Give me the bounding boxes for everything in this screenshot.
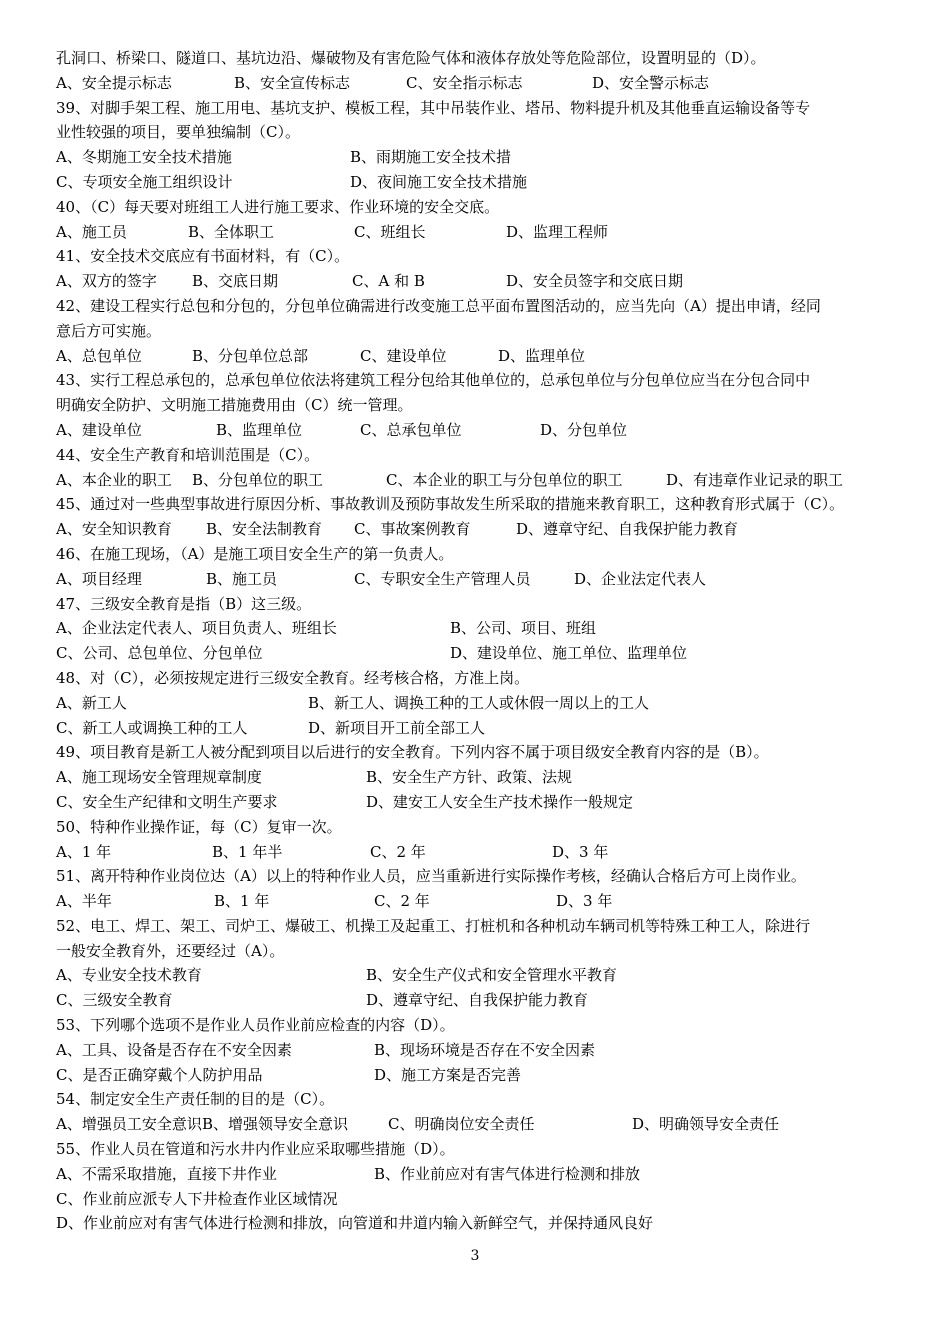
text-line: 47、三级安全教育是指（B）这三级。 bbox=[56, 594, 312, 613]
answer-option: A、新工人 bbox=[56, 693, 127, 712]
options-line bbox=[56, 1063, 906, 1088]
answer-option: C、专项安全施工组织设计 bbox=[56, 172, 233, 191]
text-line: 46、在施工现场，（A）是施工项目安全生产的第一负责人。 bbox=[56, 544, 454, 563]
text-line: 意后方可实施。 bbox=[56, 321, 162, 340]
answer-option: C、专职安全生产管理人员 bbox=[354, 569, 531, 588]
text-line: 52、电工、焊工、架工、司炉工、爆破工、机操工及起重工、打桩机和各种机动车辆司机等特殊工种工人，除进行 bbox=[56, 916, 811, 935]
text-line: 39、对脚手架工程、施工用电、基坑支护、模板工程，其中吊装作业、塔吊、物料提升机及其他垂直运输设备等专 bbox=[56, 98, 811, 117]
answer-option: B、1 年半 bbox=[212, 842, 283, 861]
answer-option: C、三级安全教育 bbox=[56, 991, 173, 1010]
answer-option: C、班组长 bbox=[354, 222, 426, 241]
answer-option: B、监理单位 bbox=[216, 420, 303, 439]
answer-option: A、工具、设备是否存在不安全因素 bbox=[56, 1040, 292, 1059]
text-line: D、作业前应对有害气体进行检测和排放，向管道和井道内输入新鲜空气，并保持通风良好 bbox=[56, 1214, 654, 1233]
answer-option: D、监理单位 bbox=[498, 346, 586, 365]
answer-option: A、冬期施工安全技术措施 bbox=[56, 148, 232, 167]
answer-option: B、雨期施工安全技术措 bbox=[350, 148, 512, 167]
options-line bbox=[56, 1162, 906, 1187]
answer-option: B、新工人、调换工种的工人或休假一周以上的工人 bbox=[308, 693, 650, 712]
text-line: C、作业前应派专人下井检查作业区域情况 bbox=[56, 1189, 338, 1208]
answer-option: D、遵章守纪、自我保护能力教育 bbox=[516, 520, 739, 539]
options-line bbox=[56, 1038, 906, 1063]
answer-option: C、安全指示标志 bbox=[406, 73, 523, 92]
text-line: 业性较强的项目，要单独编制（C）。 bbox=[56, 123, 300, 142]
answer-option: B、交底日期 bbox=[192, 272, 279, 291]
answer-option: A、双方的签字 bbox=[56, 272, 157, 291]
answer-option: C、A 和 B bbox=[352, 272, 425, 291]
options-line bbox=[56, 468, 906, 493]
options-line bbox=[56, 269, 906, 294]
options-line bbox=[56, 170, 906, 195]
options-line bbox=[56, 641, 906, 666]
answer-option: B、公司、项目、班组 bbox=[450, 619, 597, 638]
options-line bbox=[56, 765, 906, 790]
answer-option: A、安全知识教育 bbox=[56, 520, 172, 539]
text-line: 48、对（C），必须按规定进行三级安全教育。经考核合格，方准上岗。 bbox=[56, 668, 530, 687]
answer-option: B、安全生产方针、政策、法规 bbox=[366, 768, 573, 787]
options-line bbox=[56, 691, 906, 716]
options-line bbox=[56, 790, 906, 815]
text-line: 41、安全技术交底应有书面材料，有（C）。 bbox=[56, 247, 350, 266]
answer-option: D、遵章守纪、自我保护能力教育 bbox=[366, 991, 589, 1010]
options-line bbox=[56, 1112, 906, 1137]
answer-option: A、不需采取措施，直接下井作业 bbox=[56, 1164, 277, 1183]
document-content bbox=[56, 46, 906, 1236]
answer-option: C、明确岗位安全责任 bbox=[388, 1115, 535, 1134]
answer-option: A、安全提示标志 bbox=[56, 73, 172, 92]
answer-option: A、半年 bbox=[56, 892, 112, 911]
answer-option: D、分包单位 bbox=[540, 420, 628, 439]
text-line: 53、下列哪个选项不是作业人员作业前应检查的内容（D）。 bbox=[56, 1016, 455, 1035]
answer-option: A、专业安全技术教育 bbox=[56, 966, 202, 985]
options-line bbox=[56, 616, 906, 641]
answer-option: A、企业法定代表人、项目负责人、班组长 bbox=[56, 619, 337, 638]
text-line: 43、实行工程总承包的，总承包单位依法将建筑工程分包给其他单位的，总承包单位与分包单位应当在分包合同中 bbox=[56, 371, 811, 390]
answer-option: D、夜间施工安全技术措施 bbox=[350, 172, 528, 191]
answer-option: C、是否正确穿戴个人防护用品 bbox=[56, 1065, 263, 1084]
text-line: 44、安全生产教育和培训范围是（C）。 bbox=[56, 445, 320, 464]
answer-option: B、分包单位的职工 bbox=[192, 470, 324, 489]
options-line bbox=[56, 418, 906, 443]
text-line: 51、离开特种作业岗位达（A）以上的特种作业人员，应当重新进行实际操作考核，经确认合格后方可上岗作业。 bbox=[56, 867, 806, 886]
options-line bbox=[56, 889, 906, 914]
answer-option: B、全体职工 bbox=[188, 222, 275, 241]
text-line: 45、通过对一些典型事故进行原因分析、事故教训及预防事故发生所采取的措施来教育职工，这种教育形式属于（C）。 bbox=[56, 495, 845, 514]
answer-option: A、本企业的职工 bbox=[56, 470, 172, 489]
answer-option: C、2 年 bbox=[374, 892, 430, 911]
answer-option: C、总承包单位 bbox=[360, 420, 462, 439]
text-line: 49、项目教育是新工人被分配到项目以后进行的安全教育。下列内容不属于项目级安全教育内容的是（B）。 bbox=[56, 743, 769, 762]
answer-option: D、安全警示标志 bbox=[592, 73, 710, 92]
options-line bbox=[56, 517, 906, 542]
answer-option: B、安全生产仪式和安全管理水平教育 bbox=[366, 966, 618, 985]
answer-option: C、事故案例教育 bbox=[354, 520, 471, 539]
answer-option: D、3 年 bbox=[552, 842, 609, 861]
answer-option: B、现场环境是否存在不安全因素 bbox=[374, 1040, 596, 1059]
text-line: 40、（C）每天要对班组工人进行施工要求、作业环境的安全交底。 bbox=[56, 197, 500, 216]
answer-option: C、本企业的职工与分包单位的职工 bbox=[386, 470, 623, 489]
answer-option: D、企业法定代表人 bbox=[574, 569, 707, 588]
answer-option: C、新工人或调换工种的工人 bbox=[56, 718, 248, 737]
answer-option: A、施工员 bbox=[56, 222, 127, 241]
options-line bbox=[56, 344, 906, 369]
answer-option: D、3 年 bbox=[556, 892, 613, 911]
answer-option: C、安全生产纪律和文明生产要求 bbox=[56, 792, 278, 811]
answer-option: A、建设单位 bbox=[56, 420, 142, 439]
text-line: 54、制定安全生产责任制的目的是（C）。 bbox=[56, 1090, 335, 1109]
text-line: 明确安全防护、文明施工措施费用由（C）统一管理。 bbox=[56, 396, 413, 415]
answer-option: B、安全法制教育 bbox=[206, 520, 323, 539]
options-line bbox=[56, 963, 906, 988]
answer-option: A、施工现场安全管理规章制度 bbox=[56, 768, 262, 787]
options-line bbox=[56, 220, 906, 245]
options-line bbox=[56, 145, 906, 170]
answer-option: D、施工方案是否完善 bbox=[374, 1065, 522, 1084]
options-line bbox=[56, 716, 906, 741]
options-line bbox=[56, 71, 906, 96]
answer-option: D、安全员签字和交底日期 bbox=[506, 272, 684, 291]
options-line bbox=[56, 988, 906, 1013]
options-line bbox=[56, 840, 906, 865]
answer-option: D、有违章作业记录的职工 bbox=[666, 470, 844, 489]
page-number: 3 bbox=[470, 1248, 480, 1264]
answer-option: C、2 年 bbox=[370, 842, 426, 861]
answer-option: A、项目经理 bbox=[56, 569, 142, 588]
answer-option: A、总包单位 bbox=[56, 346, 142, 365]
answer-option: B、施工员 bbox=[206, 569, 278, 588]
text-line: 一般安全教育外，还要经过（A）。 bbox=[56, 941, 285, 960]
answer-option: B、作业前应对有害气体进行检测和排放 bbox=[374, 1164, 641, 1183]
text-line: 42、建设工程实行总包和分包的，分包单位确需进行改变施工总平面布置图活动的，应当先向（A）提出申请，经同 bbox=[56, 296, 821, 315]
answer-option: D、新项目开工前全部工人 bbox=[308, 718, 486, 737]
answer-option: D、建安工人安全生产技术操作一般规定 bbox=[366, 792, 634, 811]
text-line: 50、特种作业操作证，每（C）复审一次。 bbox=[56, 817, 342, 836]
text-line: 55、作业人员在管道和污水井内作业应采取哪些措施（D）。 bbox=[56, 1140, 455, 1159]
answer-option: A、增强员工安全意识 bbox=[56, 1115, 202, 1134]
answer-option: B、分包单位总部 bbox=[192, 346, 309, 365]
answer-option: A、1 年 bbox=[56, 842, 112, 861]
answer-option: B、安全宣传标志 bbox=[234, 73, 351, 92]
answer-option: D、监理工程师 bbox=[506, 222, 609, 241]
answer-option: B、1 年 bbox=[214, 892, 270, 911]
answer-option: D、明确领导安全责任 bbox=[632, 1115, 780, 1134]
text-line: 孔洞口、桥梁口、隧道口、基坑边沿、爆破物及有害危险气体和液体存放处等危险部位，设置明显的（D）。 bbox=[56, 49, 766, 67]
answer-option: D、建设单位、施工单位、监理单位 bbox=[450, 644, 688, 663]
options-line bbox=[56, 567, 906, 592]
answer-option: C、建设单位 bbox=[360, 346, 447, 365]
answer-option: B、增强领导安全意识 bbox=[202, 1115, 349, 1134]
answer-option: C、公司、总包单位、分包单位 bbox=[56, 644, 263, 663]
